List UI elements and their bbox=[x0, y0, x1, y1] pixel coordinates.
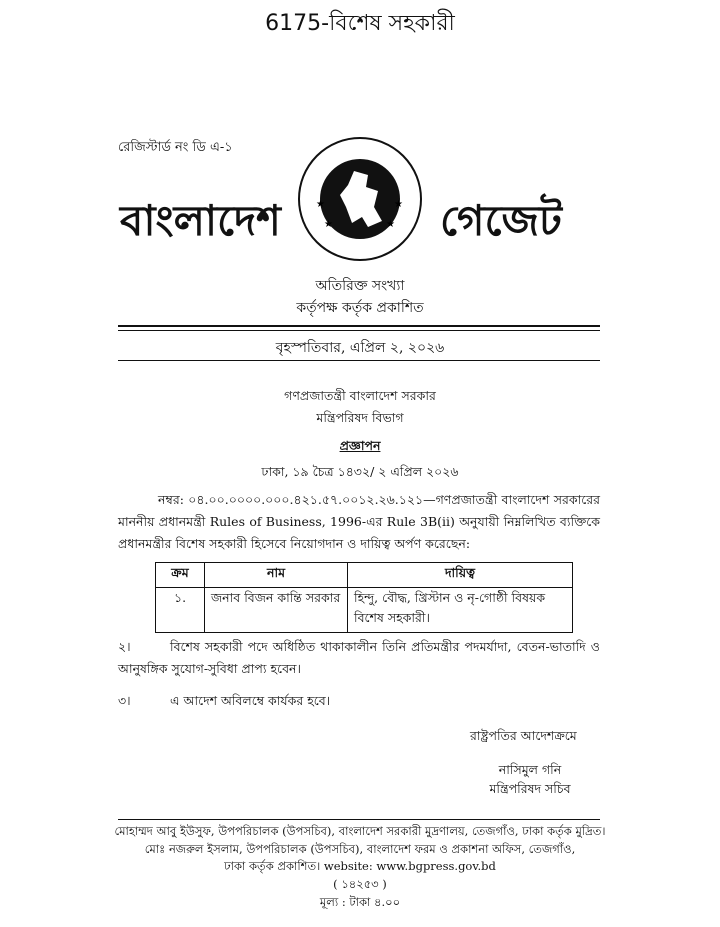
notice-title: প্রজ্ঞাপন bbox=[339, 438, 381, 453]
paragraph-1: নম্বর: ০৪.০০.০০০০.০০০.৪২১.৫৭.০০১২.২৬.১২১—গণপ্রজাতন্ত্রী বাংলাদেশ সরকারের মাননীয় প্রধানমন্ত্রী Rules of Business, 1996-এর Rule 3B(ii) অনুযায়ী নিম্নলিখিত ব্যক্তিকে প্রধানমন্ত্রীর বিশেষ সহকারী হিসেবে নিয়োগদান ও দায়িত্ব অর্পণ করেছেন: bbox=[118, 492, 600, 551]
issue-date: বৃহস্পতিবার, এপ্রিল ২, ২০২৬ bbox=[275, 340, 445, 356]
footer-published-by: মোঃ নজরুল ইসলাম, উপপরিচালক (উপসচিব), বাংলাদেশ ফরম ও প্রকাশনা অফিস, তেজগাঁও, bbox=[144, 842, 576, 856]
footer-divider bbox=[118, 819, 600, 820]
paragraph-text: এ আদেশ অবিলম্বে কার্যকর হবে। bbox=[170, 693, 331, 708]
footer-printed-by: মোহাম্মদ আবু ইউসুফ, উপপরিচালক (উপসচিব), বাংলাদেশ সরকারী মুদ্রণালয়, তেজগাঁও, ঢাকা কর্তৃক মুদ্রিত। bbox=[114, 824, 606, 838]
star-icon: ★ bbox=[386, 219, 395, 230]
division-name: মন্ত্রিপরিষদ বিভাগ bbox=[316, 410, 404, 425]
divider bbox=[118, 330, 600, 331]
published-by-authority: কর্তৃপক্ষ কর্তৃক প্রকাশিত bbox=[296, 300, 424, 316]
star-icon: ★ bbox=[324, 219, 333, 230]
serial-cell: ১. bbox=[156, 588, 205, 633]
paragraph-3 bbox=[118, 690, 600, 712]
footer-number: ( ১৪২৫৩ ) bbox=[333, 877, 387, 891]
extra-issue: অতিরিক্ত সংখ্যা bbox=[315, 278, 405, 294]
signer-name: নাসিমুল গনি bbox=[498, 762, 562, 777]
column-header: নাম bbox=[205, 563, 348, 588]
column-header: ক্রম bbox=[156, 563, 205, 588]
star-icon: ★ bbox=[394, 199, 403, 210]
divider bbox=[118, 325, 600, 327]
masthead-gazette: গেজেট bbox=[440, 196, 562, 245]
table-row bbox=[156, 588, 573, 633]
table-header-row bbox=[156, 563, 573, 588]
paragraph-number: ২। bbox=[118, 639, 131, 654]
column-header: দায়িত্ব bbox=[348, 563, 573, 588]
masthead-bangladesh: বাংলাদেশ bbox=[120, 196, 281, 245]
government-name: গণপ্রজাতন্ত্রী বাংলাদেশ সরকার bbox=[284, 388, 436, 403]
government-seal-logo bbox=[296, 135, 424, 263]
paragraph-number: ৩। bbox=[118, 693, 131, 708]
footer-website: ঢাকা কর্তৃক প্রকাশিত। website: www.bgpress.gov.bd bbox=[224, 859, 496, 873]
footer-price: মূল্য : টাকা ৪.০০ bbox=[319, 895, 401, 909]
paragraph-text: বিশেষ সহকারী পদে অধিষ্ঠিত থাকাকালীন তিনি প্রতিমন্ত্রীর পদমর্যাদা, বেতন-ভাতাদি ও আনুষঙ্গিক সুযোগ-সুবিধা প্রাপ্য হবেন। bbox=[118, 639, 600, 676]
registration-number: রেজিস্টার্ড নং ডি এ-১ bbox=[118, 140, 233, 155]
star-icon: ★ bbox=[316, 199, 325, 210]
presidential-order: রাষ্ট্রপতির আদেশক্রমে bbox=[470, 728, 577, 743]
responsibility-cell: হিন্দু, বৌদ্ধ, খ্রিস্টান ও নৃ-গোষ্ঠী বিষয়ক বিশেষ সহকারী। bbox=[348, 588, 573, 633]
paragraph-2 bbox=[118, 636, 600, 680]
signer-title: মন্ত্রিপরিষদ সচিব bbox=[489, 781, 571, 796]
name-cell: জনাব বিজন কান্তি সরকার bbox=[205, 588, 348, 633]
page-header: 6175-বিশেষ সহকারী bbox=[265, 11, 455, 36]
appointment-table bbox=[155, 562, 573, 633]
divider bbox=[118, 360, 600, 361]
place-date: ঢাকা, ১৯ চৈত্র ১৪৩২/ ২ এপ্রিল ২০২৬ bbox=[261, 464, 459, 479]
